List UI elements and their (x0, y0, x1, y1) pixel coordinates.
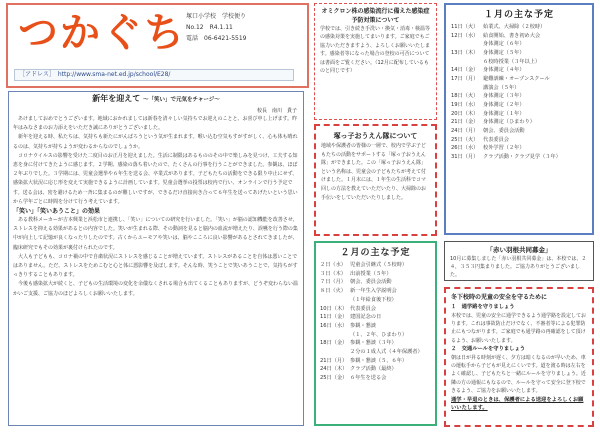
schedule-event: 朝会、委員会活動 (350, 279, 392, 286)
section-paragraph: 今後も感染拡大が続くと、子どもの生活環境の変化を余儀なくされる場合も出てくることもありますが、どうぞ変わらない温かいご支援、ご協力のほどよろしくお願いいたします。 (13, 281, 299, 297)
schedule-event: 朝会、委員会活動 (483, 127, 525, 134)
schedule-event: 参観・懇談（５、６年） (350, 357, 408, 364)
schedule-date: 25日（金） (320, 375, 348, 382)
support-team-text: 地域や保護者の皆様の一層で、校内で学ぶ子どもたちの活動をサポートする「塚っ子おうえん隊」ができました。この「塚っ子おうえん隊」という名称は、児童会の子どもたちが考えて付けました。１月末には、１年生の生活科でコマ回しの方法を教えていただいたり、大掃除のお手伝いをしていただいたりしました。 (321, 143, 427, 201)
schedule-event: クラブ活動・クラブ見学（３年） (483, 153, 561, 160)
schedule-date: 11日（火） (451, 24, 479, 30)
schedule-date: 21日（金） (451, 119, 479, 126)
safety-emphasis: 通学・早退のときは、保護者による送迎をよろしくお願いいたします。 (451, 396, 584, 412)
schedule-row (451, 66, 587, 75)
schedule-date: 18日（金） (320, 340, 348, 347)
article-paragraph: あけましておめでとうございます。地域におかれましては新春を清々しい気持ちでお迎えのことと、お喜び申し上げます。昨年はみなさまのお力添えをいただき誠にありがとうございました。 (13, 116, 298, 132)
schedule-row (451, 23, 587, 32)
schedule-date: 25日（火） (451, 136, 479, 143)
omicron-notice-text: 学校では、引き続き手洗い・換気・消毒・検温等の感染対策を実施してまいります。ご家庭でもご協力いただきますよう、よろしくお願いいたします。感染者等になった場合の登校の可否については書面をご覧ください。（12月に配布しているものと同じです） (320, 26, 431, 75)
omicron-notice (314, 3, 437, 120)
masthead (6, 3, 309, 88)
schedule-event: 児童会引継式（５校時） (350, 262, 408, 268)
schedule-row (320, 339, 431, 348)
schedule-date: 31日（月） (451, 153, 479, 160)
winter-safety-heading: 冬下校時の児童の安全を守るために (451, 294, 548, 301)
article-subtitle: ～「笑い」で元気をチャージ～ (143, 97, 220, 103)
schedule-row (320, 305, 431, 314)
schedule-event: 身体測定（ひまわり） (483, 119, 535, 126)
schedule-event: （１年給食後下校） (350, 296, 397, 303)
article-title-text: 新年を迎えて (92, 94, 141, 103)
newsletter-title: つかぐち (18, 10, 186, 56)
january-schedule-title: １月の主な予定 (483, 10, 554, 20)
school-url[interactable]: ［アドレス］ http://www.sma-net.ed.jp/school/E28/ (14, 69, 294, 81)
schedule-date: ２日（水） (320, 262, 346, 268)
schedule-row (451, 92, 587, 101)
schedule-row (320, 331, 431, 340)
schedule-row (320, 278, 431, 287)
schedule-date: 24日（月） (451, 127, 479, 134)
red-feather-heading: 「赤い羽根共同募金」 (486, 246, 552, 254)
schedule-row (320, 374, 431, 383)
schedule-row (451, 110, 587, 119)
january-schedule-list (451, 23, 587, 162)
schedule-date (320, 348, 350, 357)
schedule-event: 身体測定（６年） (483, 41, 525, 48)
red-feather-notice (444, 241, 594, 281)
schedule-event: 身体測定（４年） (483, 67, 525, 74)
schedule-event: 身体測定（５年） (483, 49, 525, 56)
schedule-row (451, 136, 587, 145)
schedule-row (320, 322, 431, 331)
schedule-row (451, 101, 587, 110)
schedule-event: 給食開始、書き初め大会 (483, 32, 541, 39)
schedule-date: 16日（水） (320, 322, 348, 329)
section-heading: 「笑い」「笑いあうこと」の効果 (13, 208, 101, 216)
schedule-row (451, 32, 587, 41)
schedule-event: ６校時授業（３年以上） (483, 58, 541, 65)
schedule-event: ６年生を送る会 (350, 375, 387, 382)
article-paragraph: コロナウイルスの影響を受けた二度目のお正月を迎えました。生活に制限はあるもののその中で楽しみを見つけ、工夫する知恵を身に付けてきたように感じます。２学期、感染の落ち着いたので、たくさんの行事を行うことができました。参観は、ほぼ２年ぶりでした。３学期には、児童会選挙や６年生を送る会、卒業式があります。子どもたちの活動をできる限り中止にせず、感染拡大状況に応じ形を変えて実施できるように計画しています。児童会選挙の投票は校内で行い、オンラインで行う予定です。送る会は、密を避けるため一斉に集まるのが難しいですが、できるだけ直接向き合って６年生を送ってあげたいという思いから学年ごとに時間を分けて行う考えています。 (13, 152, 298, 205)
safety-subheading-traffic: ２ 交通ルールを守りましょう (451, 346, 526, 353)
schedule-date: ８日（火） (320, 288, 346, 295)
schedule-date: 21日（月） (320, 357, 348, 364)
schedule-row (451, 153, 587, 162)
schedule-row (320, 365, 431, 374)
february-schedule-title: ２月の主な予定 (340, 248, 411, 258)
schedule-row (320, 261, 431, 270)
issue-number: No.12 R4.1.11 (186, 24, 233, 31)
schedule-row (451, 49, 587, 58)
schedule-row (320, 287, 431, 296)
safety-text-traffic: 朝は日が昇る時刻が遅く、夕方は暗くなるのが早いため、車の運転手から子どもが見えにくいです。道を渡る時は左右をよく確認し、子どもたちと一緒にルールを守りましょう。近隣の方の通報にもなるので、ルールを守って安全に登下校できるよう、ご協力をお願いいたします。 (451, 354, 586, 395)
schedule-date (320, 296, 350, 305)
article-title (9, 92, 303, 107)
schedule-row (451, 84, 587, 93)
article-paragraph: 新年を迎える時、私たちは、気持ちも新たにがんばろうという気が生まれます。喉い込む空気もすがすがしく、心も体も晴れるのは、気持ちが持ちようが変わるからなのでしょうか。 (13, 134, 298, 150)
schedule-event: 始業式、大掃除（２校時） (483, 24, 546, 30)
support-team-heading: 塚っ子おうえん隊について (333, 132, 418, 140)
schedule-row (320, 313, 431, 322)
schedule-event: 代表委員会 (483, 136, 509, 143)
safety-subheading-route: １ 通学路を守りましょう (451, 304, 515, 310)
january-schedule (444, 3, 594, 235)
february-schedule (314, 241, 437, 426)
section-paragraph: ある教科メーカーが吉本興業と浜松市と連携し、「笑い」についての研究を行いました。「笑い」が脳の認知機能を改善させ、ストレスを抑える効果があるとの内容でした。笑いが生まれる際、その動詞を見ると脳内の血流が増えたり、誤嚥を行う際の集中が向上して記憶が良くなったりしたのです。古くからユーモアや笑いは、脳やこころに良い影響があるとされてきましたが、臨床研究でもその効果が裏付けられたのです。 (13, 217, 298, 251)
schedule-event: 出前授業（５年） (350, 270, 392, 277)
schedule-date: 14日（金） (451, 67, 479, 74)
schedule-event: 講演会（５年） (483, 84, 520, 91)
schedule-date: 20日（木） (451, 110, 479, 117)
schedule-date (451, 40, 483, 49)
principal-signature: 校長 南川 貴子 (256, 108, 297, 114)
support-team-notice (314, 124, 437, 236)
schedule-row (451, 75, 587, 84)
schedule-event: 身体測定（２年） (483, 101, 525, 108)
february-schedule-list (320, 261, 431, 383)
schedule-event: 身体測定（１年） (483, 110, 525, 117)
safety-text-route: 本校では、児童の安全に通学できるよう通学路を設定しております。これは事故防止だけでなく、不審者等による犯罪防止にもつながります。ご家庭でも通学路の再確認をして頂けるよう、お願いいたします。 (451, 312, 587, 344)
schedule-row (451, 40, 587, 49)
schedule-date (451, 58, 483, 67)
winter-safety-notice (444, 287, 594, 427)
schedule-date: 19日（水） (451, 101, 479, 108)
phone-number: 電話 06-6421-5519 (186, 35, 247, 42)
schedule-date: 18日（火） (451, 93, 479, 100)
omicron-notice-heading: オミクロン株の感染流行に備えた感染症予防対策について (321, 8, 430, 24)
schedule-event: クラブ活動（最終） (350, 366, 397, 373)
schedule-row (451, 127, 587, 136)
schedule-row (320, 270, 431, 279)
schedule-date: 13日（木） (451, 49, 479, 56)
section-paragraph: 大人も子どもも、コロナ禍の中で自粛状況にストレスを感じることが増えています。ストレスがあることを自体は悪いことではありません。ただ、ストレスをためこむと心と体に悪影響を及ぼします。そんな時、笑うことで笑いあうことで、気持ちがすっきりすることもあります。 (13, 253, 298, 279)
schedule-date (451, 84, 483, 93)
schedule-event: 身体測定（３年） (483, 93, 525, 100)
schedule-row (451, 118, 587, 127)
schedule-row (451, 144, 587, 153)
schedule-event: 避難訓練・オープンスクール (483, 75, 550, 82)
schedule-row (320, 348, 431, 357)
schedule-event: 代表委員会 (350, 305, 376, 312)
schedule-date: ７日（月） (320, 279, 346, 286)
schedule-date: ３日（木） (320, 270, 346, 277)
school-line: 塚口小学校 学校便り (186, 13, 247, 20)
schedule-date (320, 331, 350, 340)
schedule-row (320, 357, 431, 366)
schedule-event: 新一年生入学説明会 (350, 288, 397, 295)
red-feather-text: 10月に募集しました「赤い羽根共同募金」は、本校では、２４，３５３円集まりました。ご協力ありがとうございました。 (450, 256, 587, 278)
schedule-event: 参観・懇談（３年） (350, 340, 397, 347)
schedule-event: ２分の１成人式（４年保護者） (350, 349, 423, 356)
publication-info (186, 11, 294, 44)
schedule-date: 11日（金） (320, 314, 348, 321)
main-article (8, 91, 304, 426)
schedule-event: 建国記念の日 (350, 314, 382, 321)
schedule-date: 24日（木） (320, 366, 348, 373)
schedule-event: 校外学習（２年） (483, 145, 525, 152)
schedule-date: 17日（月） (451, 75, 479, 82)
schedule-date: 10日（木） (320, 305, 348, 312)
schedule-date: 12日（水） (451, 32, 479, 39)
schedule-row (451, 58, 587, 67)
schedule-event: 参観・懇談 (350, 322, 376, 329)
schedule-event: （１、２年、ひまわり） (350, 331, 408, 338)
schedule-date: 26日（水） (451, 145, 479, 152)
schedule-row (320, 296, 431, 305)
